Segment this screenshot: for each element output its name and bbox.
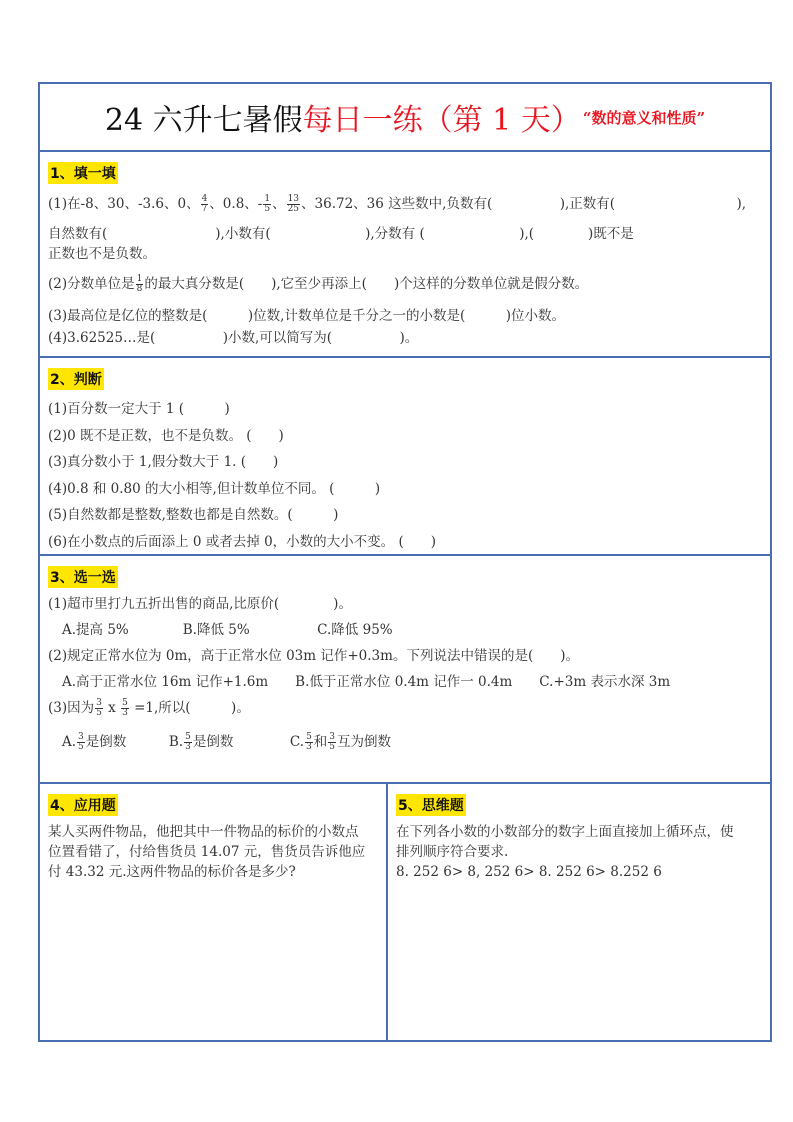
numerator: 5 [122,698,128,708]
judge-list [48,396,762,555]
problem-text [48,822,378,882]
text: 、 [272,196,286,212]
text: A. [62,734,77,750]
judge-item: (4)0.8 和 0.80 的大小相等,但计数单位不同。 ( ) [48,480,381,497]
section-heading: 4、应用题 [48,794,118,816]
denominator: 3 [306,742,312,752]
denominator: 5 [78,742,84,752]
fraction [305,733,313,752]
text-line: 位置看错了，付给售货员 14.07 元，售货员告诉他应 [48,844,366,860]
text: 、0.8、- [209,196,263,212]
text: =1,所以( )。 [129,700,250,716]
title-red: 每日一练（第 1 天） [302,103,581,138]
section-application [40,784,388,1040]
fraction [77,733,85,752]
numerator: 3 [96,698,102,708]
text: (3)因为 [48,700,95,716]
numerator: 5 [306,732,312,742]
denominator: 5 [264,204,271,214]
text: B. [168,734,184,750]
numerator: 3 [78,732,84,742]
section-fill-in [40,152,770,358]
text: 、36.72、36 这些数中,负数有( ),正数有( ), [301,196,747,212]
question-line: 正数也不是负数。 [48,246,156,262]
numerator: 3 [329,732,336,742]
text-line: 8. 252 6> 8, 252 6> 8. 252 6> 8.252 6 [396,864,662,880]
section-heading: 2、判断 [48,368,104,390]
section-heading: 3、选一选 [48,566,118,588]
title-main: 24 六升七暑假 [104,103,303,138]
section-heading: 1、填一填 [48,162,118,184]
denominator: 3 [185,742,191,752]
denominator: 3 [122,708,128,718]
text: 互为倒数 [337,734,392,750]
section-judge [40,358,770,556]
text: x [103,700,121,716]
text: 是倒数 [85,734,127,750]
text-line: 排列顺序符合要求. [396,844,509,860]
numerator: 1 [264,194,271,204]
fraction [184,733,192,752]
denominator: 8 [136,284,143,294]
worksheet [38,82,772,1042]
numerator: 13 [287,194,300,204]
question-line: (1)超市里打九五折出售的商品,比原价( )。 [48,596,352,612]
options-line: A.提高 5% B.降低 5% C.降低 95% [62,622,393,638]
fraction [136,275,144,294]
problem-text [396,822,762,882]
judge-item: (6)在小数点的后面添上 0 或者去掉 0，小数的大小不变。 ( ) [48,533,436,550]
question-line [48,274,762,294]
judge-item: (3)真分数小于 1,假分数大于 1. ( ) [48,454,279,470]
fraction [121,699,129,718]
question-line [48,698,762,718]
text-line: 在下列各小数的小数部分的数字上面直接加上循环点，使 [396,824,734,840]
denominator: 5 [96,708,102,718]
question-line [48,194,762,214]
title-sub: “数的意义和性质” [582,108,706,127]
question-line: 自然数有( ),小数有( ),分数有 ( ),( )既不是 [48,226,634,242]
numerator: 1 [136,274,143,284]
numerator: 5 [185,732,191,742]
text: (2)分数单位是 [48,276,135,292]
question-line: (2)规定正常水位为 0m，高于正常水位 03m 记作+0.3m。下列说法中错误的是( )。 [48,648,579,664]
question-line: (4)3.62525…是( )小数,可以简写为( )。 [48,330,419,346]
text: (1)在-8、30、-3.6、0、 [48,196,200,212]
fraction [263,195,271,214]
fraction [95,699,103,718]
section-heading: 5、思维题 [396,794,466,816]
numerator: 4 [201,194,208,204]
denominator: 25 [287,204,300,214]
denominator: 7 [201,204,208,214]
judge-item: (5)自然数都是整数,整数也都是自然数。( ) [48,507,339,523]
text: 是倒数 [192,734,234,750]
text: C. [289,734,305,750]
bottom-sections [40,784,770,1040]
judge-item: (2)0 既不是正数，也不是负数。 ( ) [48,427,284,444]
text-line: 某人买两件物品，他把其中一件物品的标价的小数点 [48,824,359,840]
text: 的最大真分数是( ),它至少再添上( )个这样的分数单位就是假分数。 [144,276,589,292]
text: 和 [313,734,328,750]
section-thinking [388,784,770,1040]
options-line: A.高于正常水位 16m 记作+1.6m B.低于正常水位 0.4m 记作一 0.4m C.+3m 表示水深 3m [62,674,671,690]
question-line: (3)最高位是亿位的整数是( )位数,计数单位是千分之一的小数是( )位小数。 [48,308,565,324]
denominator: 5 [329,742,336,752]
fraction [287,195,300,214]
fraction [201,195,209,214]
fraction [328,733,336,752]
judge-item: (1)百分数一定大于 1 ( ) [48,401,230,417]
section-choose [40,556,770,784]
options-line [62,732,762,752]
title-bar [40,84,770,152]
text-line: 付 43.32 元.这两件物品的标价各是多少? [48,864,296,880]
